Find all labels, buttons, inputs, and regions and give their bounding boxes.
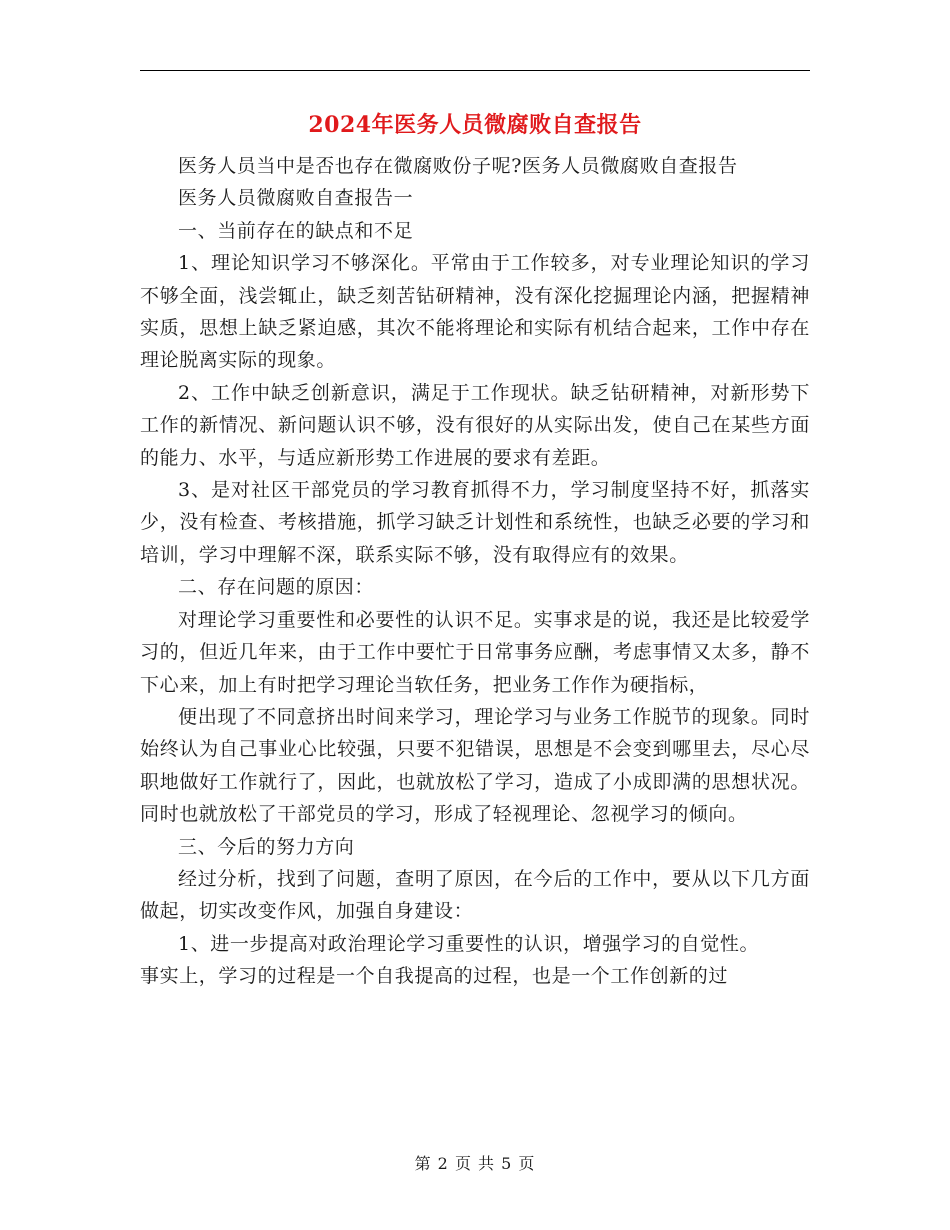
paragraph-item-1: 1、理论知识学习不够深化。平常由于工作较多，对专业理论知识的学习不够全面，浅尝辄止，缺乏刻苦钻研精神，没有深化挖掘理论内涵，把握精神实质，思想上缺乏紧迫感，其次不能将理论和实际有机结合起来，工作中存在理论脱离实际的现象。 bbox=[140, 252, 810, 372]
paragraph-subtitle: 医务人员微腐败自查报告一 bbox=[178, 187, 414, 210]
paragraph-cause-2: 便出现了不同意挤出时间来学习，理论学习与业务工作脱节的现象。同时始终认为自己事业心比较强，只要不犯错误，思想是不会变到哪里去，尽心尽职地做好工作就行了，因此，也就放松了学习，造成了小成即满的思想状况。同时也就放松了干部党员的学习，形成了轻视理论、忽视学习的倾向。 bbox=[140, 705, 810, 826]
document-title: 2024年医务人员微腐败自查报告 bbox=[308, 112, 642, 138]
paragraph-item-2: 2、工作中缺乏创新意识，满足于工作现状。缺乏钻研精神，对新形势下工作的新情况、新问题认识不够，没有很好的从实际出发，使自己在某些方面的能力、水平，与适应新形势工作进展的要求有差距。 bbox=[140, 381, 810, 469]
section-heading-2: 二、存在问题的原因： bbox=[178, 576, 375, 599]
paragraph-item-3: 3、是对社区干部党员的学习教育抓得不力，学习制度坚持不好，抓落实少，没有检查、考核措施，抓学习缺乏计划性和系统性，也缺乏必要的学习和培训，学习中理解不深，联系实际不够，没有取得应有的效果。 bbox=[140, 479, 810, 566]
header-rule bbox=[140, 70, 810, 71]
document-body bbox=[140, 150, 810, 993]
page-number: 第 2 页 共 5 页 bbox=[414, 1154, 536, 1173]
paragraph-intro: 医务人员当中是否也存在微腐败份子呢?医务人员微腐败自查报告 bbox=[178, 155, 738, 177]
paragraph-cause-1: 对理论学习重要性和必要性的认识不足。实事求是的说，我还是比较爱学习的，但近几年来，由于工作中要忙于日常事务应酬，考虑事情又太多，静不下心来，加上有时把学习理论当软任务，把业务工作作为硬指标， bbox=[140, 608, 810, 696]
paragraph-direction-1: 1、进一步提高对政治理论学习重要性的认识，增强学习的自觉性。 bbox=[178, 932, 760, 955]
paragraph-direction-intro: 经过分析，找到了问题，查明了原因，在今后的工作中，要从以下几方面做起，切实改变作风，加强自身建设： bbox=[140, 867, 810, 923]
paragraph-direction-1-cont: 事实上，学习的过程是一个自我提高的过程，也是一个工作创新的过 bbox=[140, 965, 729, 988]
section-heading-3: 三、今后的努力方向 bbox=[178, 835, 355, 858]
section-heading-1: 一、当前存在的缺点和不足 bbox=[178, 219, 414, 242]
